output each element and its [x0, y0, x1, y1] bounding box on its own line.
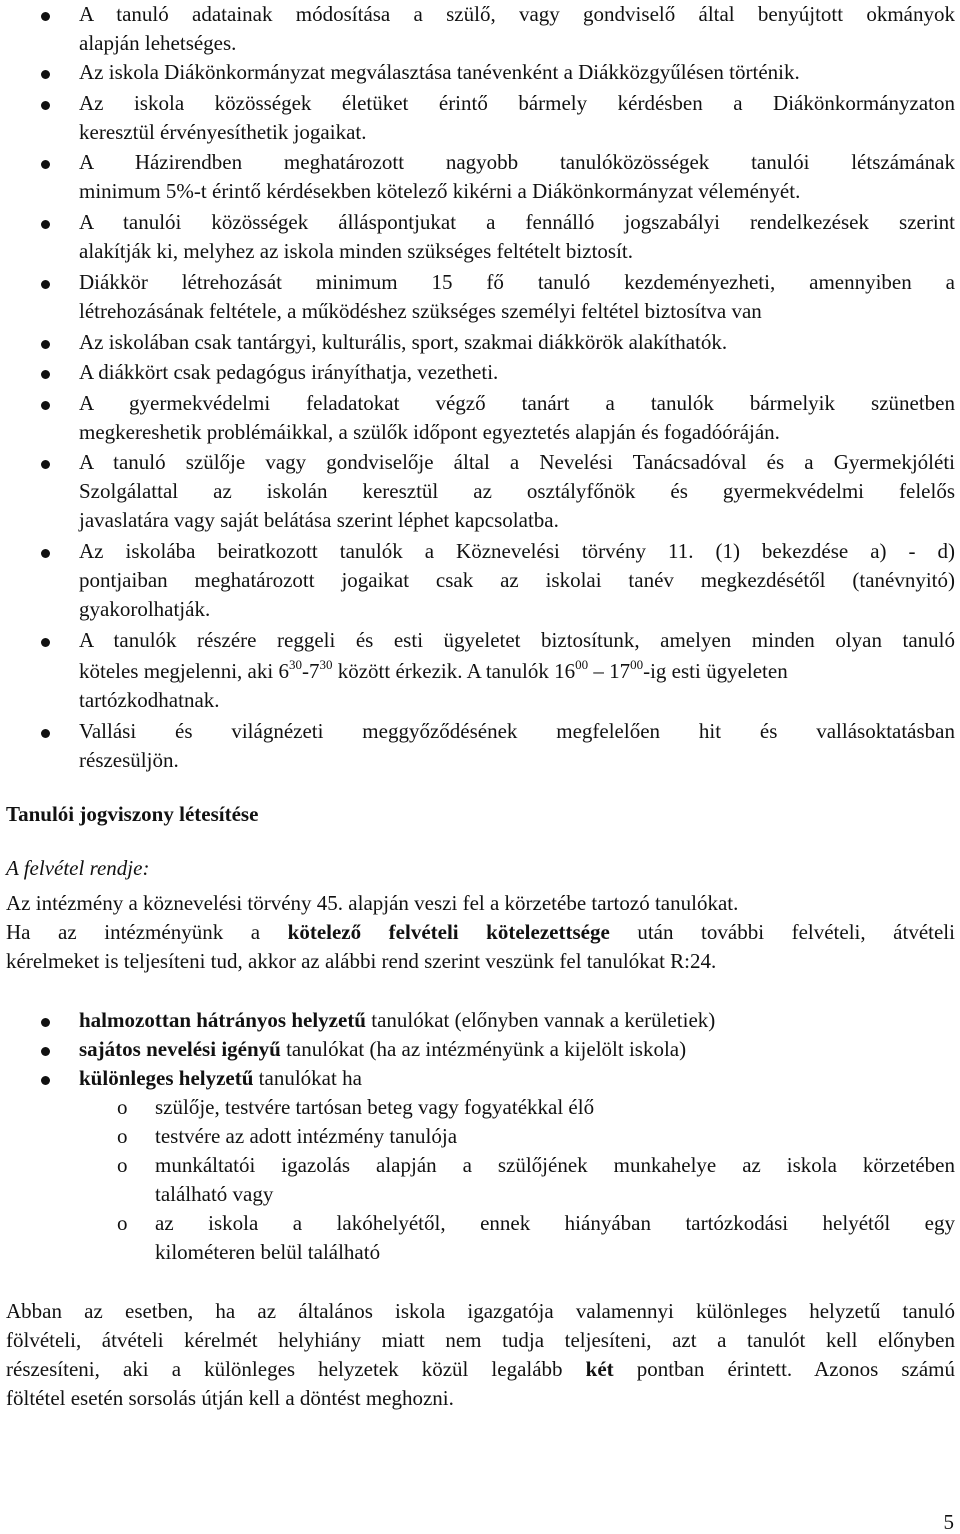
list-item-line: Az iskolába beiratkozott tanulók a Köznevelési törvény 11. (1) bekezdése a) - d) [79, 539, 955, 563]
sub-list-item: kilométeren belül található [155, 1240, 381, 1264]
bullet [41, 160, 50, 169]
priority-item: különleges helyzetű tanulókat ha [79, 1066, 362, 1090]
list-item-line: A tanulói közösségek álláspontjukat a fennálló jogszabályi rendelkezések szerint [79, 210, 955, 234]
bullet [41, 401, 50, 410]
list-item-line: A diákkört csak pedagógus irányíthatja, vezetheti. [79, 360, 499, 384]
list-item-line: megkereshetik problémáikkal, a szülők időpont egyeztetés alapján és fogadóóráján. [79, 420, 780, 444]
sub-bullet: o [117, 1211, 128, 1235]
list-item-line: Vallási és világnézeti meggyőződésének megfelelően hit és vallásoktatásban [79, 719, 955, 743]
list-item-line: tartózkodhatnak. [79, 688, 220, 712]
list-item-line: A tanuló szülője vagy gondviselője által a Nevelési Tanácsadóval és a Gyermekjóléti [79, 450, 955, 474]
attendance-times-line: köteles megjelenni, aki $6^{30}-7^{30}$ között érkezik. A tanulók $16^{00} - 17^{00}-ig$ esti ügyeleten [79, 657, 788, 683]
bullet [41, 1018, 50, 1027]
bullet [41, 340, 50, 349]
sub-list-item: az iskola a lakóhelyétől, ennek hiányában tartózkodási helyétől egy [155, 1211, 955, 1235]
list-item-line: A tanulók részére reggeli és esti ügyeletet biztosítunk, amelyen minden olyan tanuló [79, 628, 955, 652]
intro-line: Ha az intézményünk a kötelező felvételi kötelezettsége után további felvételi, átvételi [6, 920, 955, 944]
priority-item: sajátos nevelési igényű tanulókat (ha az intézményünk a kijelölt iskola) [79, 1037, 687, 1061]
list-item-line: A tanuló adatainak módosítása a szülő, vagy gondviselő által benyújtott okmányok [79, 2, 955, 26]
list-item-line: Szolgálattal az iskolán keresztül az osztályfőnök és gyermekvédelmi felelős [79, 479, 955, 503]
bullet [41, 101, 50, 110]
list-item-line: Diákkör létrehozását minimum 15 fő tanuló kezdeményezheti, amennyiben a [79, 270, 955, 294]
closing-line: föltétel esetén sorsolás útján kell a döntést meghozni. [6, 1386, 454, 1410]
subsection-title: A felvétel rendje: [6, 856, 150, 880]
list-item-line: Az iskolában csak tantárgyi, kulturális, sport, szakmai diákkörök alakíthatók. [79, 330, 728, 354]
sub-bullet: o [117, 1095, 128, 1119]
sub-list-item: található vagy [155, 1182, 274, 1206]
intro-line: Az intézmény a köznevelési törvény 45. alapján veszi fel a körzetébe tartozó tanulókat. [6, 891, 739, 915]
list-item-line: gyakorolhatják. [79, 597, 211, 621]
list-item-line: pontjaiban meghatározott jogaikat csak az iskolai tanév megkezdésétől (tanévnyitó) [79, 568, 955, 592]
bullet [41, 549, 50, 558]
bullet [41, 1076, 50, 1085]
bullet [41, 460, 50, 469]
list-item-line: keresztül érvényesíthetik jogaikat. [79, 120, 367, 144]
list-item-line: alapján lehetséges. [79, 31, 237, 55]
sub-list-item: testvére az adott intézmény tanulója [155, 1124, 458, 1148]
closing-line: fölvételi, átvételi kérelmét helyhiány miatt nem tudja teljesíteni, azt a tanulót kell előnyben [6, 1328, 955, 1352]
list-item-line: alakítják ki, melyhez az iskola minden szükséges feltételt biztosít. [79, 239, 633, 263]
sub-bullet: o [117, 1124, 128, 1148]
closing-line: részesíteni, aki a különleges helyzetek közül legalább két pontban érintett. Azonos számú [6, 1357, 955, 1381]
list-item-line: A Házirendben meghatározott nagyobb tanulóközösségek tanulói létszámának [79, 150, 955, 174]
list-item-line: Az iskola Diákönkormányzat megválasztása tanévenként a Diákközgyűlésen történik. [79, 60, 800, 84]
bullet [41, 638, 50, 647]
list-item-line: Az iskola közösségek életüket érintő bármely kérdésben a Diákönkormányzaton [79, 91, 955, 115]
list-item-line: létrehozásának feltétele, a működéshez szükséges személyi feltétel biztosítva van [79, 299, 762, 323]
priority-item: halmozottan hátrányos helyzetű tanulókat (előnyben vannak a kerületiek) [79, 1008, 716, 1032]
bullet [41, 370, 50, 379]
section-title: Tanulói jogviszony létesítése [6, 802, 259, 826]
page-number: 5 [943, 1510, 954, 1534]
list-item-line: A gyermekvédelmi feladatokat végző tanárt a tanulók bármelyik szünetben [79, 391, 955, 415]
bullet [41, 70, 50, 79]
closing-line: Abban az esetben, ha az általános iskola igazgatója valamennyi különleges helyzetű tanuló [6, 1299, 955, 1323]
bullet [41, 220, 50, 229]
list-item-line: részesüljön. [79, 748, 179, 772]
bullet [41, 729, 50, 738]
intro-line: kérelmeket is teljesíteni tud, akkor az alábbi rend szerint veszünk fel tanulókat R:24. [6, 949, 717, 973]
bullet [41, 280, 50, 289]
sub-list-item: munkáltatói igazolás alapján a szülőjének munkahelye az iskola körzetében [155, 1153, 955, 1177]
bullet [41, 12, 50, 21]
list-item-line: minimum 5%-t érintő kérdésekben kötelező kikérni a Diákönkormányzat véleményét. [79, 179, 801, 203]
sub-list-item: szülője, testvére tartósan beteg vagy fogyatékkal élő [155, 1095, 595, 1119]
list-item-line: javaslatára vagy saját belátása szerint léphet kapcsolatba. [79, 508, 559, 532]
bullet [41, 1047, 50, 1056]
sub-bullet: o [117, 1153, 128, 1177]
